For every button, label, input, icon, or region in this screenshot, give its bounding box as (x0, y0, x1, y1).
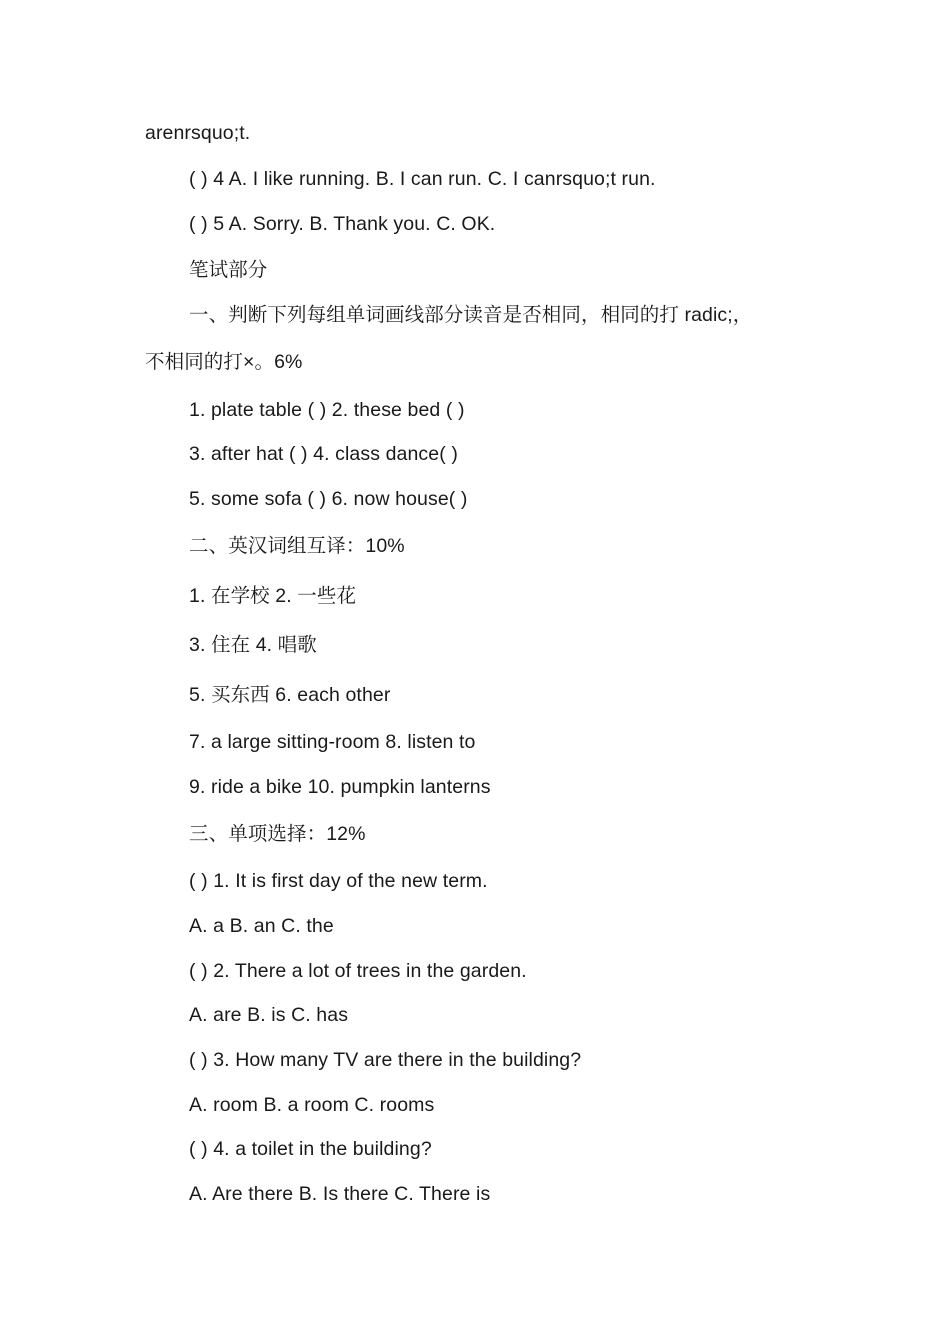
translate-item-7-8: 7. a large sitting-room 8. listen to (189, 731, 476, 753)
translate-item-9-10: 9. ride a bike 10. pumpkin lanterns (189, 776, 491, 798)
choice-options-4: A. Are there B. Is there C. There is (189, 1183, 491, 1205)
translate-item-1-2: 1. 在学校 2. 一些花 (189, 585, 357, 607)
phonics-item-3-4: 3. after hat ( ) 4. class dance( ) (189, 443, 458, 465)
choice-options-2: A. are B. is C. has (189, 1004, 349, 1026)
listening-question-4: ( ) 4 A. I like running. B. I can run. C. I canrsquo;t run. (189, 168, 656, 190)
section-two-heading: 二、英汉词组互译：10% (189, 535, 405, 557)
phonics-item-1-2: 1. plate table ( ) 2. these bed ( ) (189, 399, 465, 421)
section-one-heading: 一、判断下列每组单词画线部分读音是否相同，相同的打 radic;， (189, 304, 753, 326)
choice-options-3: A. room B. a room C. rooms (189, 1094, 435, 1116)
section-heading-written: 笔试部分 (189, 259, 268, 281)
section-three-heading: 三、单项选择：12% (189, 823, 366, 845)
translate-item-5-6: 5. 买东西 6. each other (189, 684, 391, 706)
text-line-continuation: arenrsquo;t. (145, 122, 251, 144)
translate-item-3-4: 3. 住在 4. 唱歌 (189, 634, 317, 656)
section-one-heading-cont: 不相同的打×。6% (145, 351, 303, 373)
choice-options-1: A. a B. an C. the (189, 915, 334, 937)
listening-question-5: ( ) 5 A. Sorry. B. Thank you. C. OK. (189, 213, 496, 235)
choice-question-4: ( ) 4. a toilet in the building? (189, 1138, 432, 1160)
choice-question-1: ( ) 1. It is first day of the new term. (189, 870, 488, 892)
phonics-item-5-6: 5. some sofa ( ) 6. now house( ) (189, 488, 468, 510)
choice-question-2: ( ) 2. There a lot of trees in the garden. (189, 960, 527, 982)
choice-question-3: ( ) 3. How many TV are there in the building? (189, 1049, 582, 1071)
